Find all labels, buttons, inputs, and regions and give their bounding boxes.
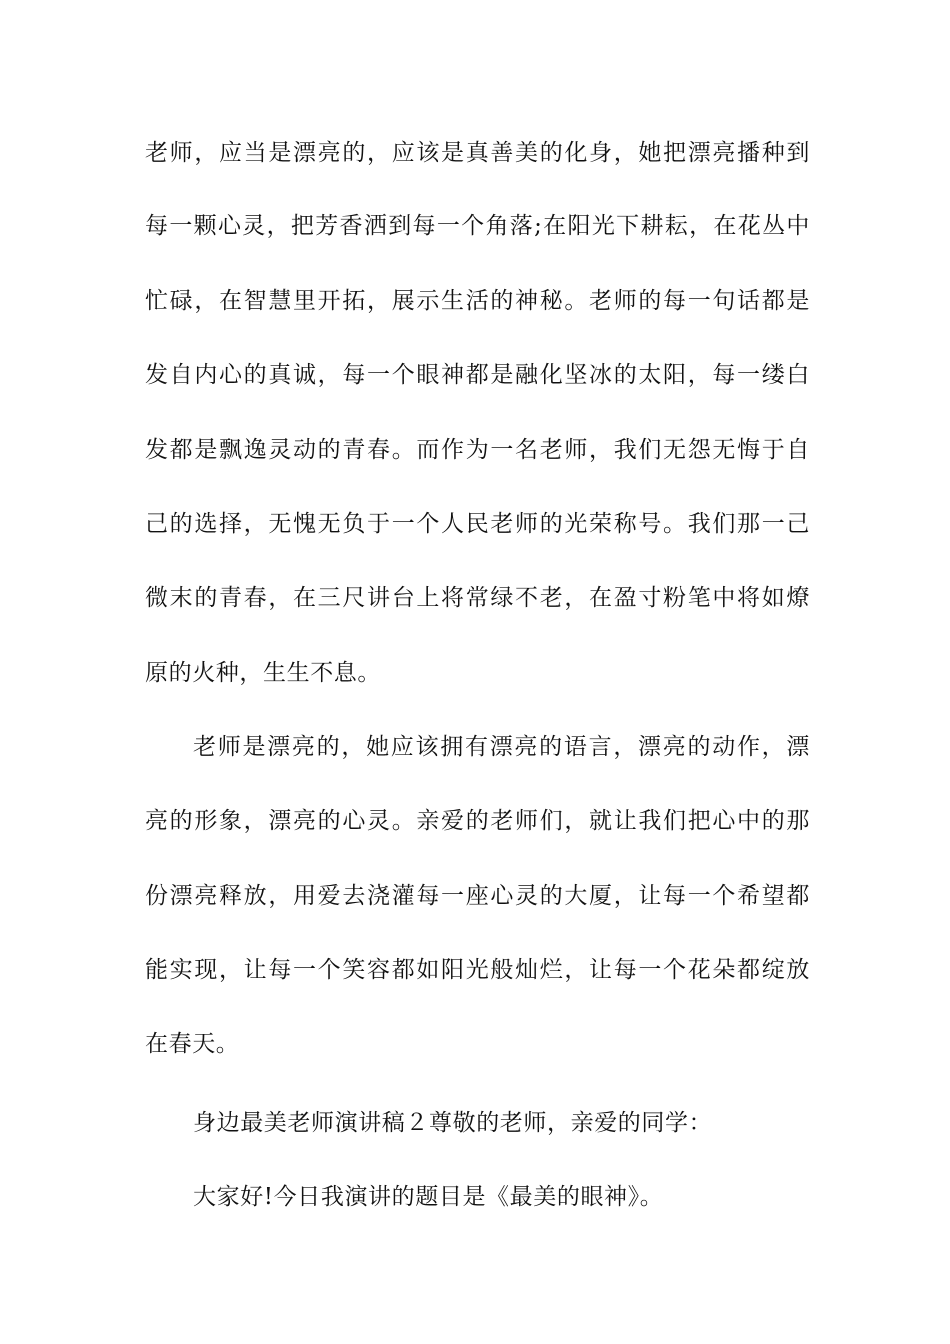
speech-title-line: 身边最美老师演讲稿２尊敬的老师，亲爱的同学： [193,1110,713,1136]
paragraph-line: 在春天。 [145,1031,240,1057]
paragraph-line: 己的选择，无愧无负于一个人民老师的光荣称号。我们那一己 [145,511,810,537]
greeting-line: 大家好!今日我演讲的题目是《最美的眼神》。 [193,1184,664,1210]
paragraph-line: 亮的形象，漂亮的心灵。亲爱的老师们，就让我们把心中的那 [145,808,810,834]
paragraph-line: 发自内心的真诚，每一个眼神都是融化坚冰的太阳，每一缕白 [145,362,810,388]
paragraph-line: 老师，应当是漂亮的，应该是真善美的化身，她把漂亮播种到 [145,140,810,166]
paragraph-line: 能实现，让每一个笑容都如阳光般灿烂，让每一个花朵都绽放 [145,957,810,983]
paragraph-line: 微末的青春，在三尺讲台上将常绿不老，在盈寸粉笔中将如燎 [145,585,810,611]
paragraph-line: 老师是漂亮的，她应该拥有漂亮的语言，漂亮的动作，漂 [193,734,810,760]
paragraph-line: 原的火种，生生不息。 [145,660,381,686]
paragraph-line: 每一颗心灵，把芳香洒到每一个角落;在阳光下耕耘，在花丛中 [145,213,810,239]
paragraph-line: 忙碌，在智慧里开拓，展示生活的神秘。老师的每一句话都是 [145,288,810,314]
paragraph-line: 发都是飘逸灵动的青春。而作为一名老师，我们无怨无悔于自 [145,437,810,463]
paragraph-line: 份漂亮释放，用爱去浇灌每一座心灵的大厦，让每一个希望都 [145,883,810,909]
